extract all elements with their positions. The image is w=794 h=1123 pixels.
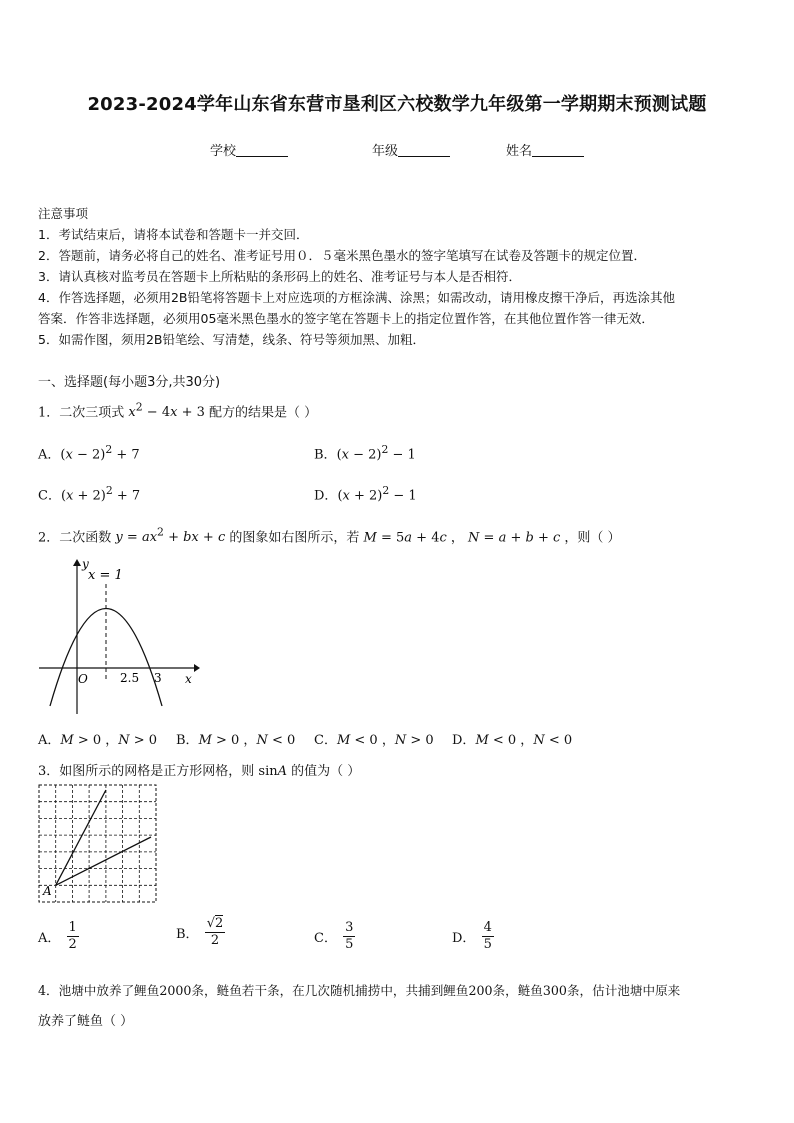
option-letter: C．	[314, 931, 337, 946]
symmetry-label: x = 1	[88, 568, 123, 583]
option-letter: D．	[452, 733, 476, 748]
tick-label: 3	[154, 671, 162, 685]
name-blank[interactable]	[532, 143, 584, 157]
fraction: $\frac{1}{2}$	[68, 920, 77, 952]
option-letter: B．	[176, 927, 199, 942]
tick-label: 2.5	[120, 671, 140, 685]
q3-option-a[interactable]	[38, 920, 81, 953]
question-3	[38, 760, 360, 779]
q2-prefix: 2．二次函数	[38, 530, 112, 546]
point-a-label: A	[43, 884, 52, 898]
notes-heading: 注意事项	[38, 206, 89, 221]
note-item: 5．如需作图，须用2B铅笔绘、写清楚，线条、符号等须加黑、加粗．	[38, 332, 425, 347]
fraction: $\frac{√2}{2}$	[206, 916, 224, 948]
y-label: y	[82, 557, 89, 571]
fraction: $\frac{4}{5}$	[483, 920, 492, 952]
grade-blank[interactable]	[398, 143, 450, 157]
option-letter: C．	[38, 488, 61, 504]
q2-suffix: ，则（ ）	[564, 530, 621, 546]
q1-prefix: 1．二次三项式	[38, 405, 125, 421]
question-4-line-2: 放养了鲢鱼（ ）	[38, 1014, 134, 1029]
ray-shallow	[56, 837, 151, 885]
school-field	[210, 140, 288, 159]
x-label: x	[185, 672, 192, 686]
q1-option-b[interactable]: B．$(x - 2)^2 - 1$	[314, 443, 416, 463]
x-axis-arrow	[194, 664, 200, 672]
q2-option-b[interactable]: B．M > 0 ，N < 0	[176, 733, 296, 748]
question-2	[38, 526, 621, 545]
option-letter: B．	[176, 733, 199, 748]
note-item: 1．考试结束后，请将本试卷和答题卡一并交回．	[38, 227, 309, 242]
q2-parabola-graph	[34, 556, 204, 716]
q2-option-a[interactable]: A．M > 0 ，N > 0	[38, 733, 158, 748]
q2-function: $y = ax^2$ + bx + c	[115, 526, 226, 546]
school-blank[interactable]	[236, 143, 288, 157]
option-letter: A．	[38, 733, 61, 748]
option-letter: D．	[452, 931, 476, 946]
note-item: 2．答题前，请务必将自己的姓名、准考证号用０．５毫米黑色墨水的签字笔填写在试卷及答题卡的规定位置．	[38, 248, 646, 263]
option-letter: D．	[314, 488, 338, 504]
option-letter: A．	[38, 931, 61, 946]
q3-option-c[interactable]	[314, 920, 357, 953]
question-1	[38, 401, 317, 420]
q3-text: 3．如图所示的网格是正方形网格，则	[38, 764, 255, 779]
option-letter: A．	[38, 447, 61, 463]
option-letter: C．	[314, 733, 337, 748]
note-item: 3．请认真核对监考员在答题卡上所粘贴的条形码上的姓名、准考证号与本人是否相符．	[38, 269, 521, 284]
q2-mid: 的图象如右图所示，若	[229, 530, 360, 546]
school-label: 学校	[210, 144, 237, 159]
q2-conditions: M = 5a + 4c ， N = a + b + c	[363, 530, 561, 546]
q1-formula: $x^2 - 4x + 3$	[128, 401, 205, 421]
name-field	[506, 140, 584, 159]
q3-grid-figure	[34, 782, 164, 906]
q2-option-c[interactable]: C．M < 0 ，N > 0	[314, 733, 434, 748]
q3-suffix: 的值为（ ）	[291, 764, 361, 779]
q1-option-c[interactable]: C．$(x + 2)^2 + 7$	[38, 484, 141, 504]
grade-field	[372, 140, 450, 159]
note-item: 4．作答选择题，必须用2B铅笔将答题卡上对应选项的方框涂满、涂黑；如需改动，请用橡皮擦干净后，再选涂其他	[38, 290, 675, 305]
fraction: $\frac{3}{5}$	[345, 920, 354, 952]
grade-label: 年级	[372, 144, 399, 159]
name-label: 姓名	[506, 144, 533, 159]
q3-option-b[interactable]	[176, 916, 227, 949]
q3-option-d[interactable]	[452, 920, 496, 953]
option-letter: B．	[314, 447, 337, 463]
y-axis-arrow	[73, 559, 81, 566]
page-title: 2023-2024学年山东省东营市垦利区六校数学九年级第一学期期末预测试题	[87, 94, 707, 115]
q2-option-d[interactable]: D．M < 0 ，N < 0	[452, 733, 573, 748]
question-4-line-1: 4．池塘中放养了鲤鱼2000条，鲢鱼若干条，在几次随机捕捞中，共捕到鲤鱼200条，鲢鱼300条，估计池塘中原来	[38, 983, 681, 998]
ray-steep	[56, 790, 106, 885]
q1-suffix: 配方的结果是（ ）	[209, 405, 318, 421]
q1-option-a[interactable]: A．$(x - 2)^2 + 7$	[38, 443, 140, 463]
section-heading: 一、选择题(每小题3分,共30分)	[38, 375, 221, 390]
origin-label: O	[78, 672, 88, 686]
q1-option-d[interactable]: D．$(x + 2)^2 - 1$	[314, 484, 417, 504]
note-item: 答案．作答非选择题，必须用05毫米黑色墨水的签字笔在答题卡上的指定位置作答，在其他位置作答一律无效．	[38, 311, 654, 326]
q3-sina: sinA	[258, 764, 288, 779]
